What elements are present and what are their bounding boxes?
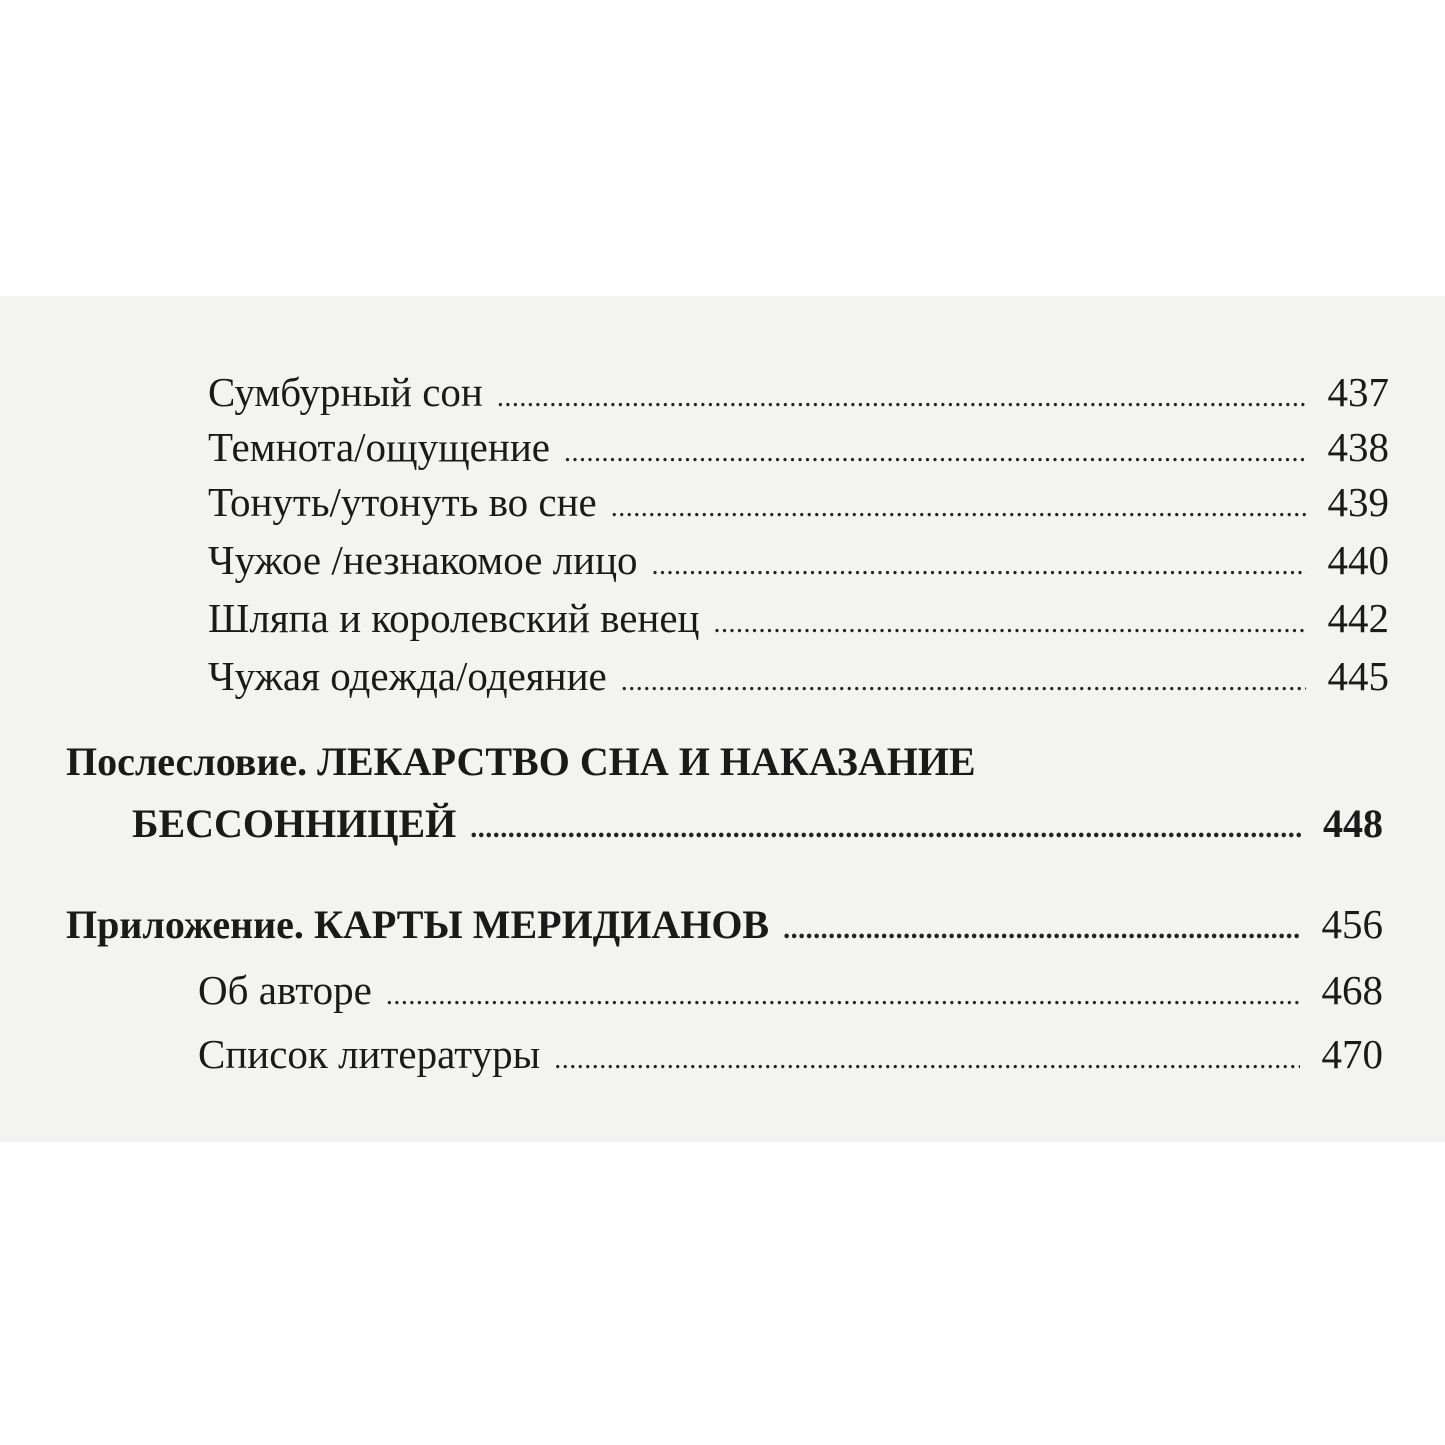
- dot-leader: [611, 492, 1306, 524]
- toc-entry-page: 439: [1327, 479, 1389, 525]
- toc-entry-title: Темнота/ощущение: [208, 424, 550, 470]
- toc-entry: [208, 594, 1389, 642]
- afterword-title-line1: ЛЕКАРСТВО СНА И НАКАЗАНИЕ: [317, 739, 976, 784]
- toc-entry: [208, 478, 1389, 526]
- afterword-heading: [66, 738, 976, 785]
- dot-leader: [386, 980, 1300, 1012]
- toc-entry: [208, 536, 1389, 584]
- afterword-title-line2: БЕССОННИЦЕЙ: [132, 801, 457, 846]
- toc-entry: [208, 368, 1389, 416]
- appendix-heading: [66, 901, 769, 948]
- dot-leader: [554, 1044, 1299, 1076]
- toc-entry: [208, 652, 1389, 700]
- toc-entry-page: 438: [1327, 424, 1389, 470]
- toc-entry-page: 440: [1327, 537, 1389, 583]
- toc-entry-page: 456: [1321, 901, 1383, 947]
- toc-entry-page: 445: [1327, 653, 1389, 699]
- toc-entry-page: 448: [1323, 801, 1383, 846]
- toc-entry-afterword: [132, 800, 1383, 847]
- toc-entry-title: Чужая одежда/одеяние: [208, 653, 607, 699]
- dot-leader: [564, 437, 1306, 469]
- toc-entry-title: Чужое /незнакомое лицо: [208, 537, 638, 583]
- toc-entry-title: Об авторе: [198, 967, 372, 1013]
- toc-entry-page: 437: [1327, 369, 1389, 415]
- dot-leader: [470, 813, 1301, 845]
- toc-entry-title: Тонуть/утонуть во сне: [208, 479, 597, 525]
- toc-entry-page: 468: [1321, 967, 1383, 1013]
- dot-leader: [713, 608, 1305, 640]
- toc-entry: [198, 1030, 1383, 1078]
- toc-entry-page: 470: [1321, 1031, 1383, 1077]
- toc-entry-appendix: [66, 900, 1383, 948]
- appendix-label: Приложение.: [66, 902, 304, 947]
- appendix-title: КАРТЫ МЕРИДИАНОВ: [313, 902, 770, 947]
- toc-entry-title: Шляпа и королевский венец: [208, 595, 700, 641]
- dot-leader: [497, 382, 1306, 414]
- toc-entry: [198, 966, 1383, 1014]
- afterword-label: Послесловие.: [66, 739, 308, 784]
- dot-leader: [621, 666, 1306, 698]
- toc-entry-title: Сумбурный сон: [208, 369, 483, 415]
- dot-leader: [783, 914, 1299, 946]
- toc-entry-title: Список литературы: [198, 1031, 541, 1077]
- toc-entry: [208, 423, 1389, 471]
- toc-entry-page: 442: [1327, 595, 1389, 641]
- dot-leader: [652, 550, 1306, 582]
